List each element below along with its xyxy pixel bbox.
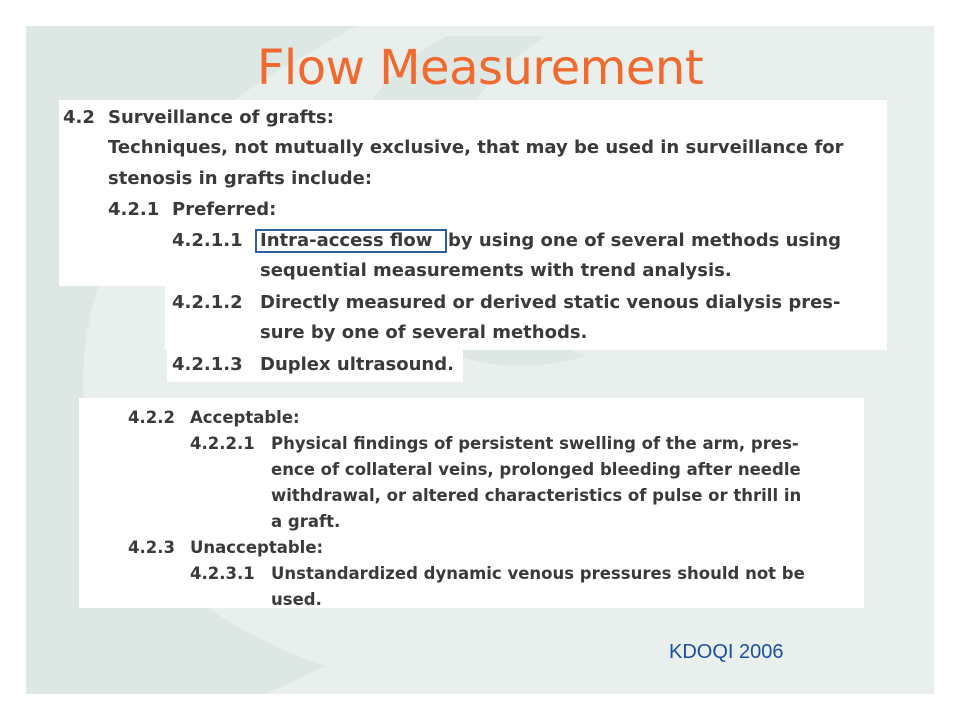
section-number: 4.2.3 (128, 538, 175, 557)
item-text-line: ence of collateral veins, prolonged bleeding after needle (271, 460, 801, 479)
item-text-line: Unstandardized dynamic venous pressures should not be (271, 564, 805, 583)
item-text-line: a graft. (271, 512, 341, 531)
section-number: 4.2.1 (108, 199, 160, 220)
section-number: 4.2.2 (128, 408, 175, 427)
section-heading: Preferred: (172, 199, 277, 220)
highlight-box (255, 229, 447, 253)
item-number: 4.2.3.1 (190, 564, 255, 583)
item-text-line: withdrawal, or altered characteristics of pulse or thrill in (271, 486, 802, 505)
item-number: 4.2.1.3 (172, 354, 243, 375)
section-intro-line: Techniques, not mutually exclusive, that may be used in surveillance for (108, 137, 844, 158)
section-intro-line: stenosis in grafts include: (108, 168, 373, 189)
item-text-line: Duplex ultrasound. (260, 354, 454, 375)
citation: KDOQI 2006 (669, 641, 784, 663)
section-number: 4.2 (63, 107, 95, 128)
section-heading: Acceptable: (190, 408, 300, 427)
section-heading: Surveillance of grafts: (108, 107, 334, 128)
item-text-line: sequential measurements with trend analysis. (260, 260, 732, 281)
slide-title: Flow Measurement (256, 40, 704, 96)
highlighted-term: Intra-access flow (260, 230, 433, 251)
item-number: 4.2.2.1 (190, 434, 255, 453)
section-heading: Unacceptable: (190, 538, 324, 557)
item-text-line: by using one of several methods using (448, 230, 842, 251)
item-text-line: Directly measured or derived static venous dialysis pres- (260, 292, 841, 313)
item-text-line: used. (271, 590, 322, 609)
item-text-line: sure by one of several methods. (260, 322, 588, 343)
item-number: 4.2.1.2 (172, 292, 243, 313)
item-text-line: Physical findings of persistent swelling of the arm, pres- (271, 434, 799, 453)
item-number: 4.2.1.1 (172, 230, 243, 251)
